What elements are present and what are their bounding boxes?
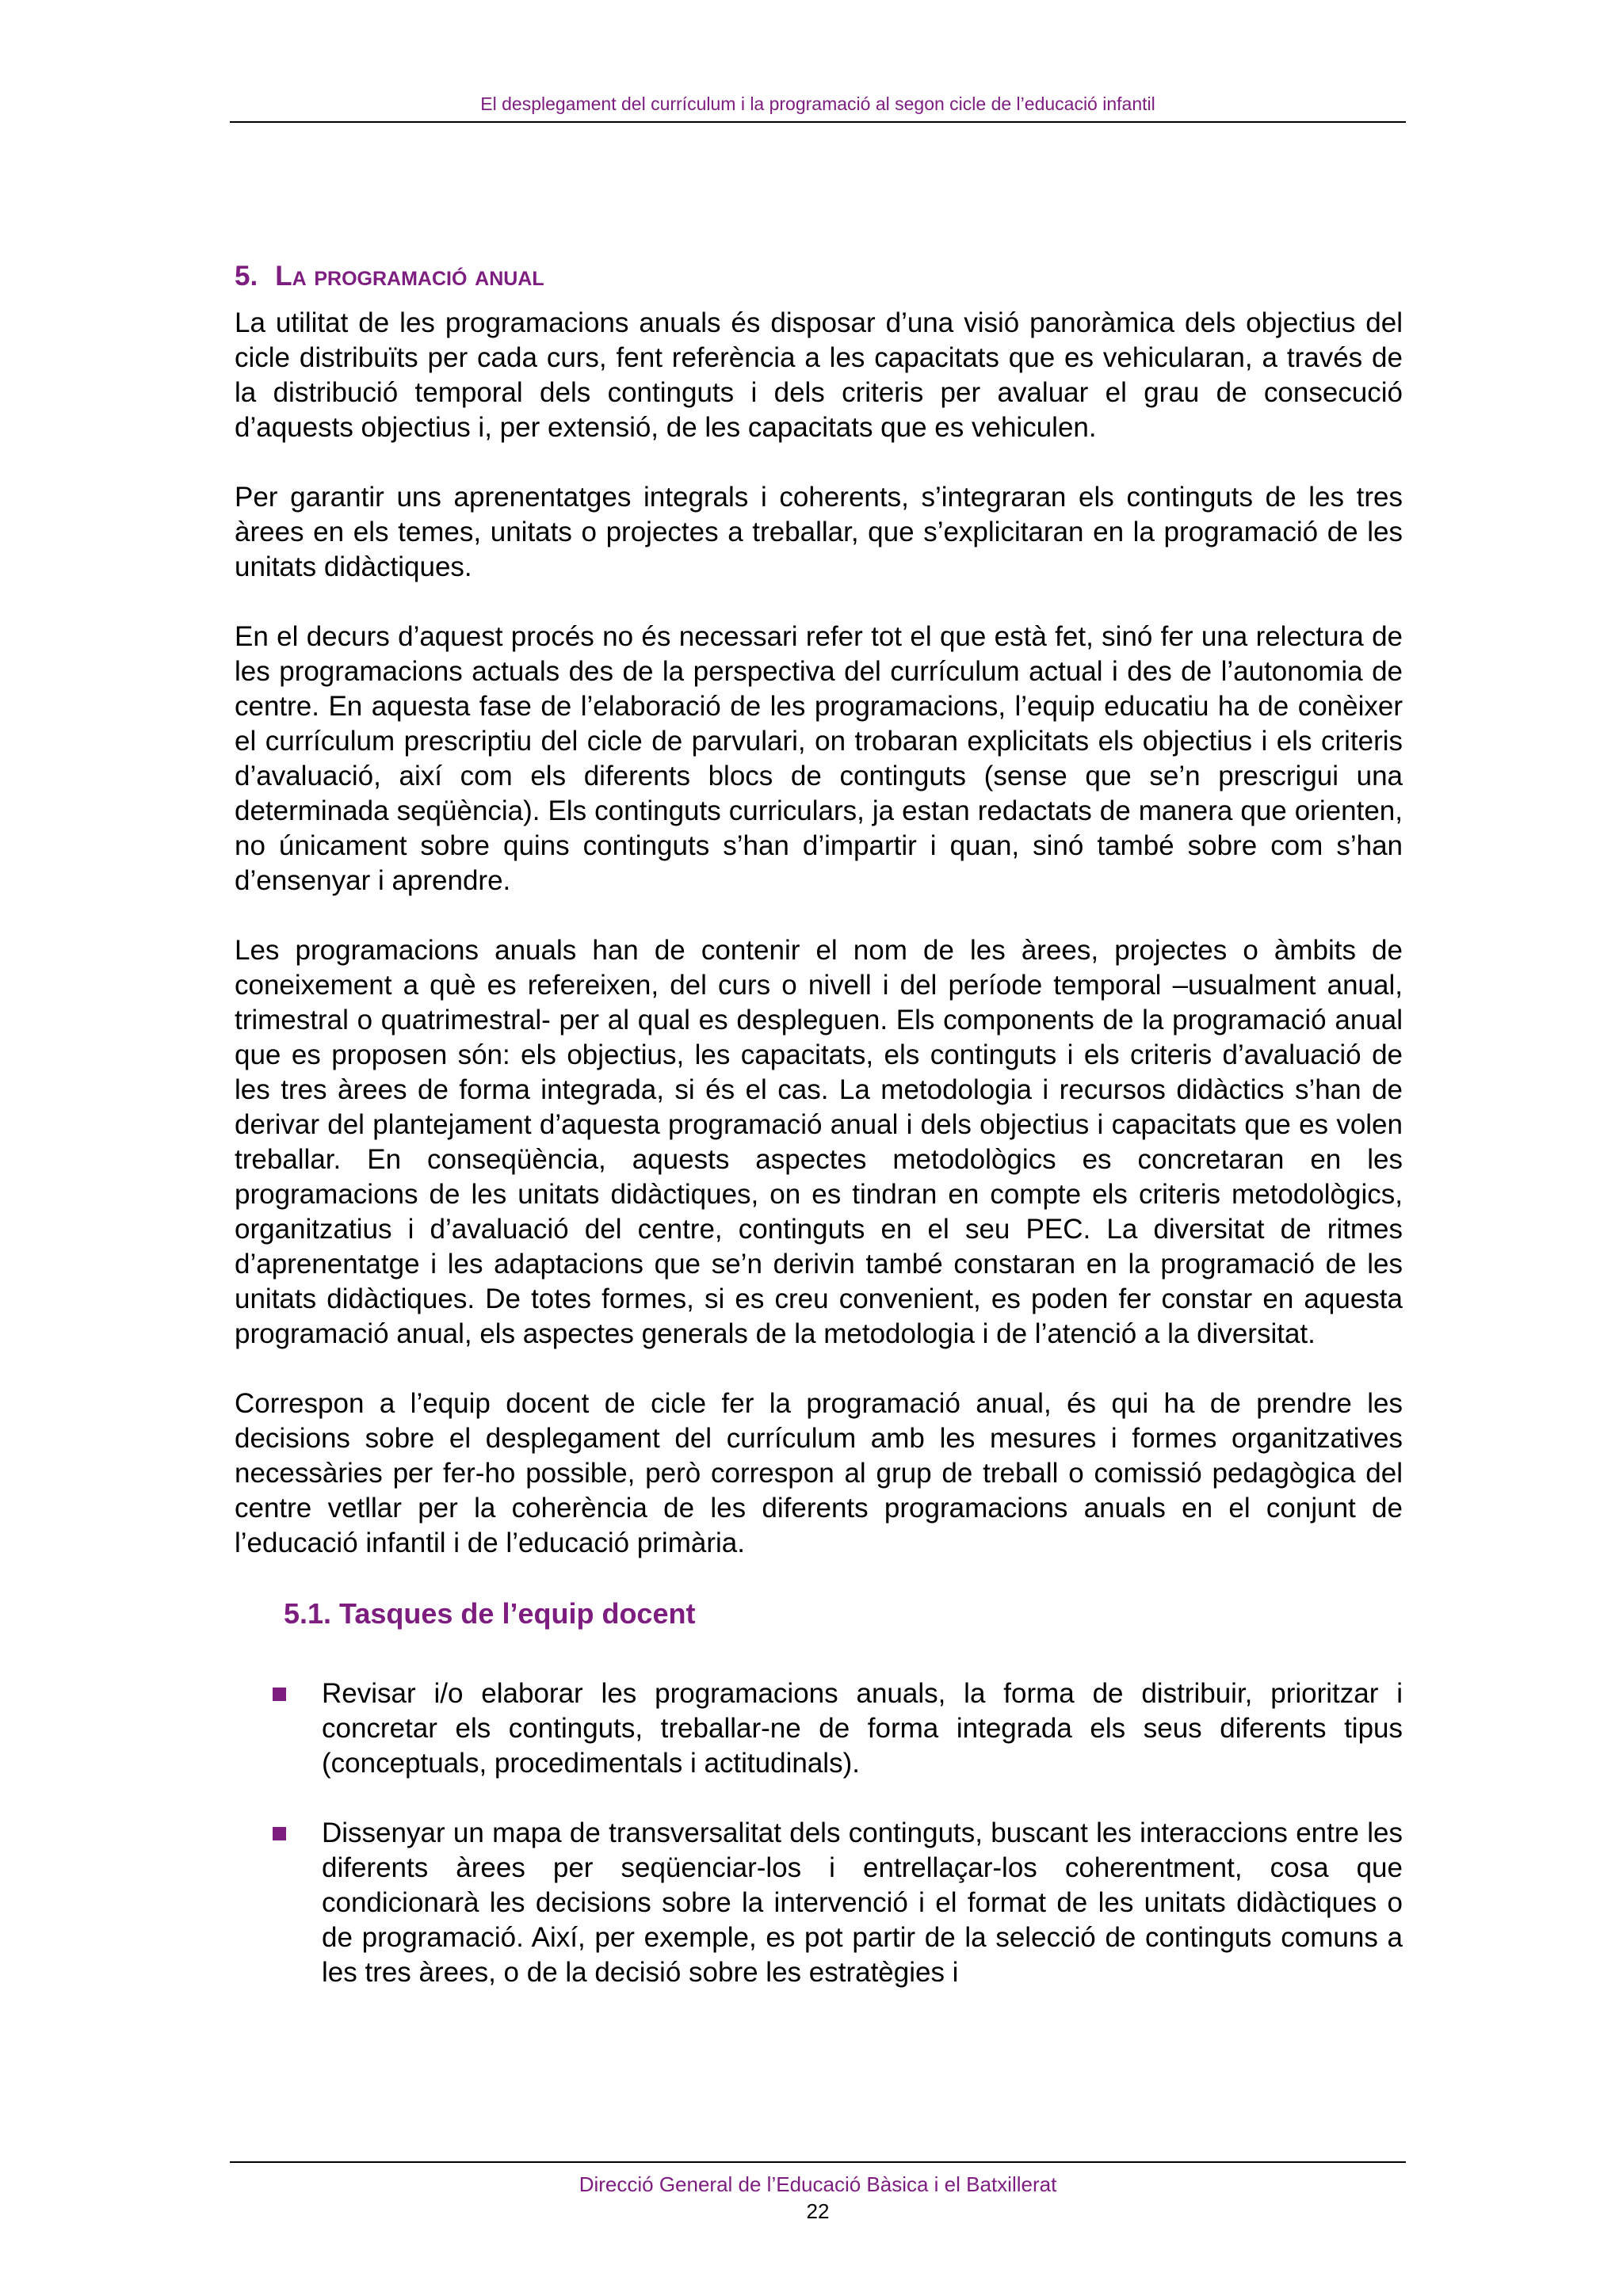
paragraph: En el decurs d’aquest procés no és necessari refer tot el que està fet, sinó fer una relectura de les programacions actuals des de la perspectiva del currículum actual i des de l’autonomia de centre. En aquesta fase de l’elaboració de les programacions, l’equip educatiu ha de conèixer el currículum prescriptiu del cicle de parvulari, on trobaran explicitats els objectius i els criteris d’avaluació, així com els diferents blocs de continguts (sense que se’n prescrigui una determinada seqüència). Els continguts curriculars, ja estan redactats de manera que orienten, no únicament sobre quins continguts s’han d’impartir i quan, sinó també sobre com s’han d’ensenyar i aprendre. [235, 620, 1403, 896]
footer-organization: Direcció General de l’Educació Bàsica i el Batxillerat [579, 2172, 1057, 2196]
footer-rule [230, 2161, 1406, 2163]
list-item-text: Revisar i/o elaborar les programacions anuals, la forma de distribuir, prioritzar i concretar els continguts, treballar-ne de forma integrada els seus diferents tipus (conceptuals, procedimentals i actitudinals). [322, 1678, 1403, 1779]
list-item [235, 1676, 1403, 1781]
page-content [235, 258, 1403, 2025]
subsection-heading: 5.1. Tasques de l’equip docent [284, 1596, 696, 1630]
paragraph: Per garantir uns aprenentatges integrals i coherents, s’integraran els continguts de les tres àrees en els temes, unitats o projectes a treballar, que s’explicitaran en la programació de les unitats didàctiques. [235, 481, 1403, 582]
square-bullet-icon [273, 1688, 286, 1701]
section-heading [235, 258, 1403, 295]
list-item-text: Dissenyar un mapa de transversalitat dels continguts, buscant les interaccions entre les diferents àrees per seqüenciar-los i entrellaçar-los coherentment, cosa que condicionarà les decisions sobre la intervenció i el format de les unitats didàctiques o de programació. Així, per exemple, es pot partir de la selecció de continguts comuns a les tres àrees, o de la decisió sobre les estratègies i [322, 1817, 1403, 1989]
header-rule [230, 121, 1406, 123]
running-header: El desplegament del currículum i la programació al segon cicle de l’educació infantil [480, 93, 1155, 114]
section-number: 5. [235, 261, 258, 292]
list-item [235, 1816, 1403, 1990]
paragraph: Correspon a l’equip docent de cicle fer la programació anual, és qui ha de prendre les decisions sobre el desplegament del currículum amb les mesures i formes organitzatives necessàries per fer-ho possible, però correspon al grup de treball o comissió pedagògica del centre vetllar per la coherència de les diferents programacions anuals en el conjunt de l’educació infantil i de l’educació primària. [235, 1387, 1403, 1558]
square-bullet-icon [273, 1827, 286, 1840]
paragraph: La utilitat de les programacions anuals és disposar d’una visió panoràmica dels objectius del cicle distribuïts per cada curs, fent referència a les capacitats que es vehicularan, a través de la distribució temporal dels continguts i dels criteris per avaluar el grau de consecució d’aquests objectius i, per extensió, de les capacitats que es vehiculen. [235, 307, 1403, 443]
task-list [235, 1676, 1403, 1990]
paragraph: Les programacions anuals han de contenir el nom de les àrees, projectes o àmbits de coneixement a què es refereixen, del curs o nivell i del període temporal –usualment anual, trimestral o quatrimestral- per al qual es despleguen. Els components de la programació anual que es proposen són: els objectius, les capacitats, els continguts i els criteris d’avaluació de les tres àrees de forma integrada, si és el cas. La metodologia i recursos didàctics s’han de derivar del plantejament d’aquesta programació anual i dels objectius i capacitats que es volen treballar. En conseqüència, aquests aspectes metodològics es concretaran en les programacions de les unitats didàctiques, on es tindran en compte els criteris metodològics, organitzatius i d’avaluació del centre, continguts en el seu PEC. La diversitat de ritmes d’aprenentatge i les adaptacions que se’n derivin també constaran en la programació de les unitats didàctiques. De totes formes, si es creu convenient, es poden fer constar en aquesta programació anual, els aspectes generals de la metodologia i de l’atenció a la diversitat. [235, 934, 1403, 1349]
page-number: 22 [806, 2199, 830, 2223]
section-title: La programació anual [275, 261, 544, 292]
